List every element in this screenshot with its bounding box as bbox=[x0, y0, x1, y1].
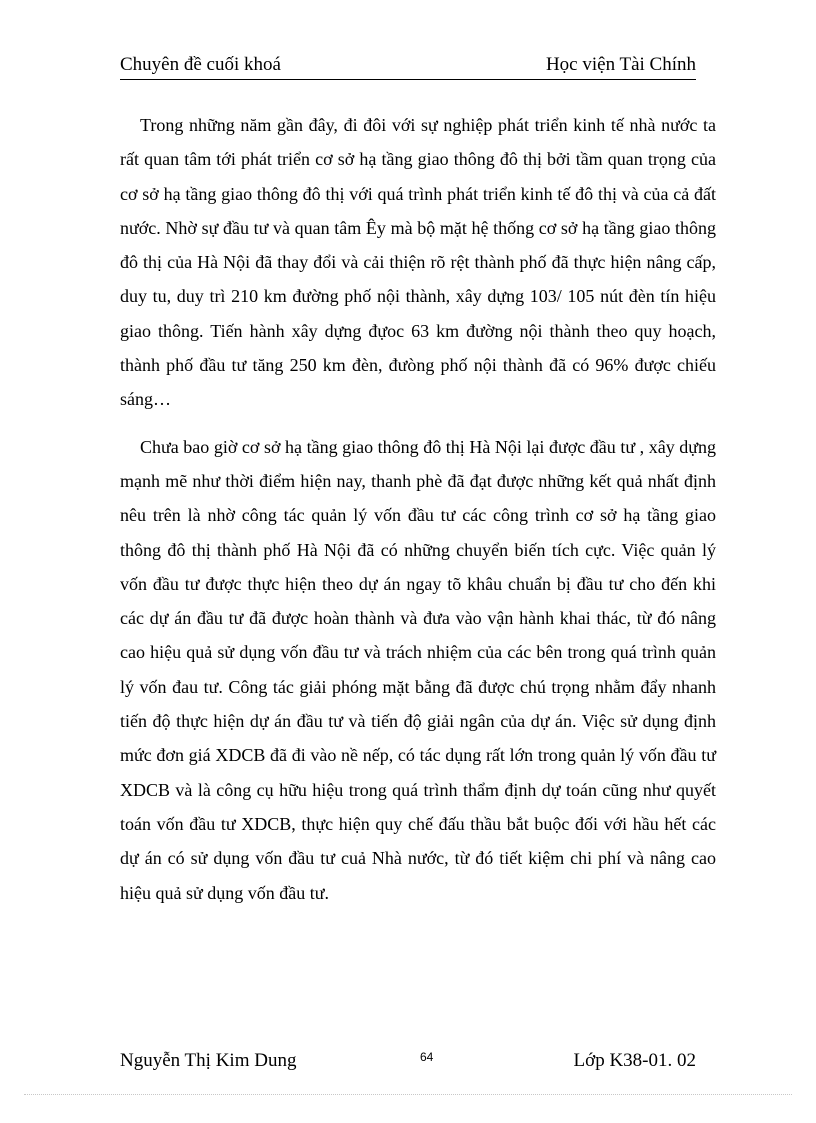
header-document-type: Chuyên đề cuối khoá bbox=[120, 54, 281, 75]
header-institution: Học viện Tài Chính bbox=[545, 54, 696, 75]
page-header bbox=[120, 51, 696, 80]
page-edge-divider bbox=[24, 1094, 792, 1095]
page-number: 64 bbox=[420, 1050, 434, 1064]
body-paragraph-1: Trong những năm gần đây, đi đôi với sự nghiệp phát triển kinh tế nhà nước ta rất quan tâm tới phát triển cơ sở hạ tầng giao thông đô thị bởi tầm quan trọng của cơ sở hạ tầng giao thông đô thị với quá trình phát triển kinh tế đô thị và của cả đất nước. Nhờ sự đầu tư và quan tâm Êy mà bộ mặt hệ thống cơ sở hạ tầng giao thông đô thị của Hà Nội đã thay đổi và cải thiện rõ rệt thành phố đã thực hiện nâng cấp, duy tu, duy trì 210 km đường phố nội thành, xây dựng 103/ 105 nút đèn tín hiệu giao thông. Tiến hành xây dựng đựoc 63 km đường nội thành theo quy hoạch, thành phố đầu tư tăng 250 km đèn, đưòng phố nội thành đã có 96% được chiếu sáng… bbox=[120, 115, 716, 410]
document-body bbox=[120, 108, 716, 910]
page-footer bbox=[120, 1046, 696, 1076]
body-paragraph-2: Chưa bao giờ cơ sở hạ tầng giao thông đô thị Hà Nội lại được đầu tư , xây dựng mạnh mẽ như thời điểm hiện nay, thanh phè đã đạt được những kết quả nhất định nêu trên là nhờ công tác quản lý vốn đầu tư các công trình cơ sở hạ tầng giao thông đô thị thành phố Hà Nội đã có những chuyển biến tích cực. Việc quản lý vốn đầu tư được thực hiện theo dự án ngay tõ khâu chuẩn bị đầu tư cho đến khi các dự án đầu tư đã được hoàn thành và đưa vào vận hành khai thác, từ đó nâng cao hiệu quả sử dụng vốn đầu tư và trách nhiệm của các bên trong quá trình quản lý vốn đau tư. Công tác giải phóng mặt bằng đã được chú trọng nhằm đẩy nhanh tiến độ thực hiện dự án đầu tư và tiến độ giải ngân của dự án. Việc sử dụng định mức đơn giá XDCB đã đi vào nề nếp, có tác dụng rất lớn trong quản lý vốn đầu tư XDCB và là công cụ hữu hiệu trong quá trình thẩm định dự toán cũng như quyết toán vốn đầu tư XDCB, thực hiện quy chế đấu thầu bắt buộc đối với hầu hết các dự án có sử dụng vốn đầu tư cuả Nhà nước, từ đó tiết kiệm chi phí và nâng cao hiệu quả sử dụng vốn đầu tư. bbox=[120, 436, 716, 903]
footer-author: Nguyễn Thị Kim Dung bbox=[120, 1050, 297, 1071]
footer-class-code: Lớp K38-01. 02 bbox=[573, 1050, 696, 1071]
